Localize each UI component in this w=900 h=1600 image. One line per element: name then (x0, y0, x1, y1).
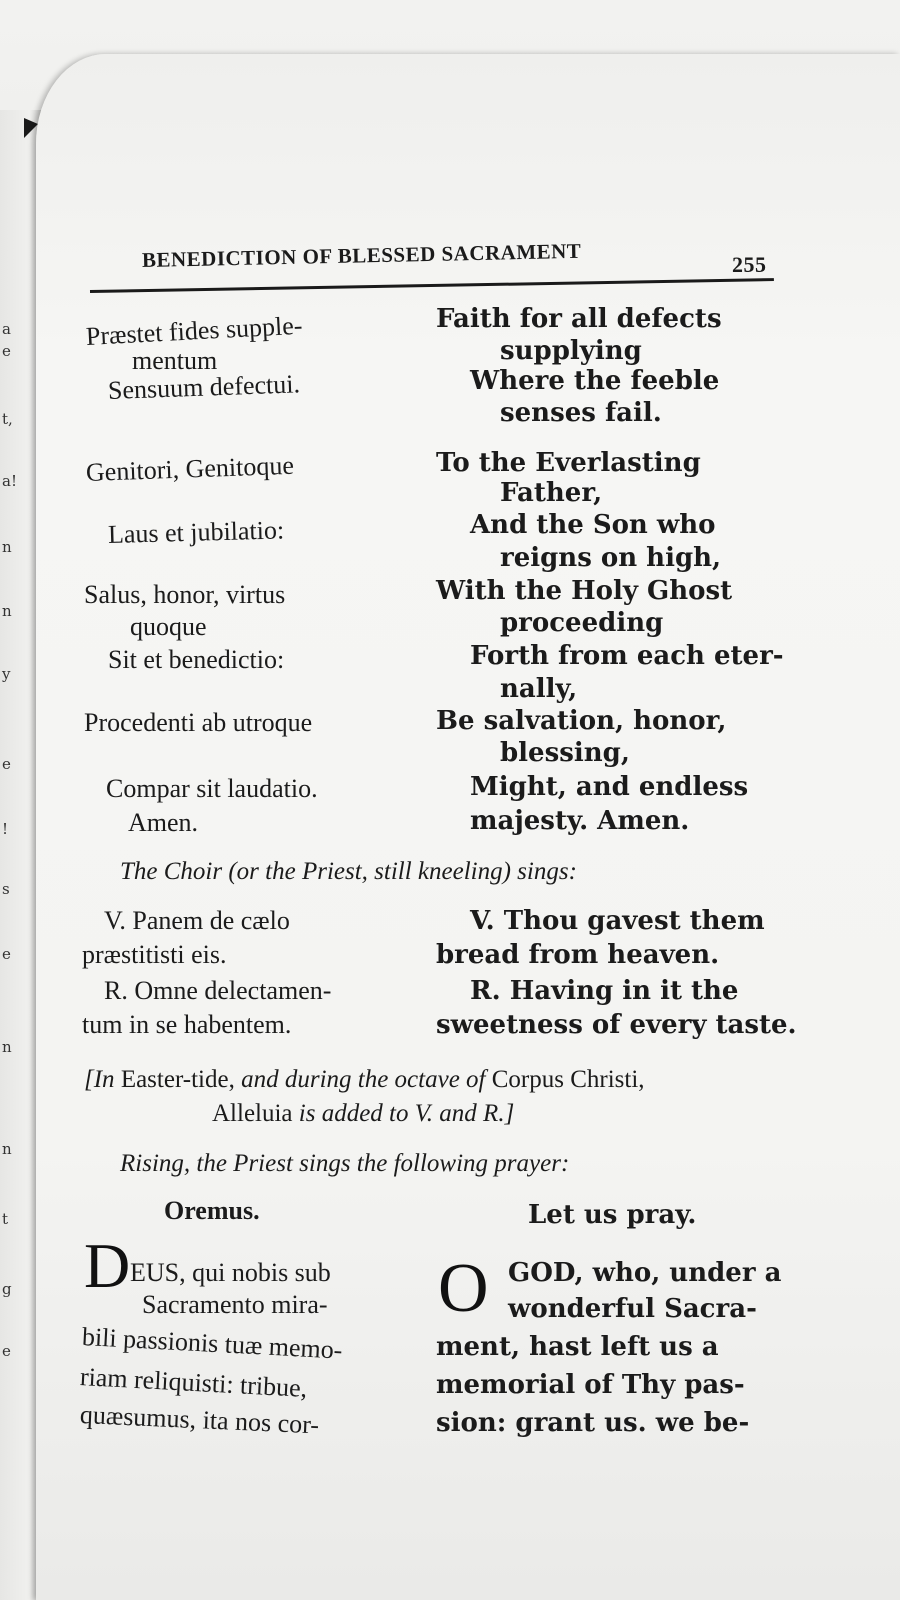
latin-line: Compar sit laudatio. (106, 774, 318, 803)
running-header-title: BENEDICTION OF BLESSED SACRAMENT (141, 238, 582, 272)
prayer-latin-line: bili passionis tuæ memo- (81, 1322, 344, 1365)
english-line: supplying (500, 336, 642, 366)
prayer-latin-line: EUS, qui nobis sub (130, 1258, 331, 1287)
latin-line: Genitori, Genitoque (85, 450, 295, 487)
prayer-english-line: ment, hast left us a (436, 1332, 719, 1362)
easter-note-part: Easter-tide, (120, 1066, 242, 1093)
response-english: sweetness of every taste. (436, 1010, 797, 1040)
response-english: R. Having in it the (470, 976, 739, 1006)
latin-line: Amen. (128, 808, 199, 837)
facing-page-fragment: e (2, 1342, 11, 1360)
english-line: Faith for all defects (436, 304, 722, 334)
facing-page-fragment: ! (2, 820, 9, 838)
choir-rubric: The Choir (or the Priest, still kneeling) sings: (120, 858, 577, 885)
latin-line: Procedenti ab utroque (84, 708, 313, 737)
prayer-english-line: sion: grant us. we be- (436, 1408, 750, 1438)
prayer-latin-line: riam reliquisti: tribue, (79, 1362, 308, 1403)
english-line: To the Everlasting (436, 448, 701, 478)
english-line: Forth from each eter- (470, 641, 784, 671)
prayer-english-line: memorial of Thy pas- (436, 1370, 745, 1400)
oremus-english: Let us pray. (528, 1200, 697, 1230)
english-line: With the Holy Ghost (436, 576, 733, 606)
easter-note-line-1 (84, 1066, 645, 1094)
rising-rubric: Rising, the Priest sings the following prayer: (120, 1150, 570, 1177)
english-line: blessing, (500, 738, 630, 768)
versicle-latin: præstitisti eis. (82, 940, 227, 969)
versicle-english: V. Thou gavest them (470, 906, 765, 936)
facing-page-fragment: a! (2, 472, 17, 490)
english-line: Be salvation, honor, (436, 706, 727, 736)
english-line: reigns on high, (500, 543, 722, 573)
english-line: senses fail. (500, 398, 662, 428)
latin-line: Præstet fides supple- (85, 310, 304, 351)
versicle-latin: V. Panem de cælo (104, 906, 290, 935)
prayer-english-line: GOD, who, under a (508, 1258, 782, 1288)
page-number: 255 (732, 252, 767, 277)
response-latin: tum in se habentem. (82, 1010, 292, 1039)
easter-note-part: Corpus Christi, (491, 1066, 645, 1093)
english-drop-cap: O (438, 1250, 489, 1327)
facing-page-fragment: e (2, 755, 11, 773)
easter-note-part: [In (84, 1066, 121, 1093)
facing-page-fragment: a (2, 320, 11, 338)
prayer-latin-line: quæsumus, ita nos cor- (79, 1400, 320, 1440)
facing-page-fragment: n (2, 1140, 12, 1158)
english-line: majesty. Amen. (470, 806, 690, 836)
prayer-latin-line: Sacramento mira- (142, 1290, 328, 1319)
english-line: proceeding (500, 608, 664, 638)
facing-page-fragment: g (2, 1280, 12, 1298)
easter-note-line-2 (212, 1100, 514, 1128)
easter-note-part: and during the octave of (241, 1066, 492, 1093)
facing-page-fragment: y (2, 665, 11, 683)
facing-page-fragment: t (2, 1210, 9, 1228)
response-latin: R. Omne delectamen- (104, 976, 332, 1005)
latin-line: Laus et jubilatio: (107, 515, 285, 549)
latin-drop-cap: D (84, 1230, 131, 1301)
facing-page-fragment: s (2, 880, 10, 898)
english-line: And the Son who (470, 510, 716, 540)
english-line: nally, (500, 674, 578, 704)
facing-page-fragment: t, (2, 410, 13, 428)
english-line: Where the feeble (470, 366, 720, 396)
easter-note-part: Alleluia (212, 1100, 299, 1127)
easter-note-part: is added to V. and R.] (298, 1100, 515, 1127)
facing-page-fragment: n (2, 538, 12, 556)
oremus-latin: Oremus. (164, 1196, 260, 1225)
facing-page-fragment: e (2, 945, 11, 963)
latin-line: Sensuum defectui. (107, 369, 301, 405)
latin-line: Sit et benedictio: (108, 645, 285, 674)
latin-line: quoque (130, 612, 207, 641)
english-line: Might, and endless (470, 772, 749, 802)
prayer-english-line: wonderful Sacra- (508, 1294, 757, 1324)
facing-page-fragment: e (2, 342, 11, 360)
facing-page-fragment: n (2, 602, 12, 620)
facing-page-fragment: n (2, 1038, 12, 1056)
latin-line: Salus, honor, virtus (84, 580, 286, 609)
latin-line: mentum (132, 346, 218, 375)
versicle-english: bread from heaven. (436, 940, 720, 970)
english-line: Father, (500, 478, 603, 508)
